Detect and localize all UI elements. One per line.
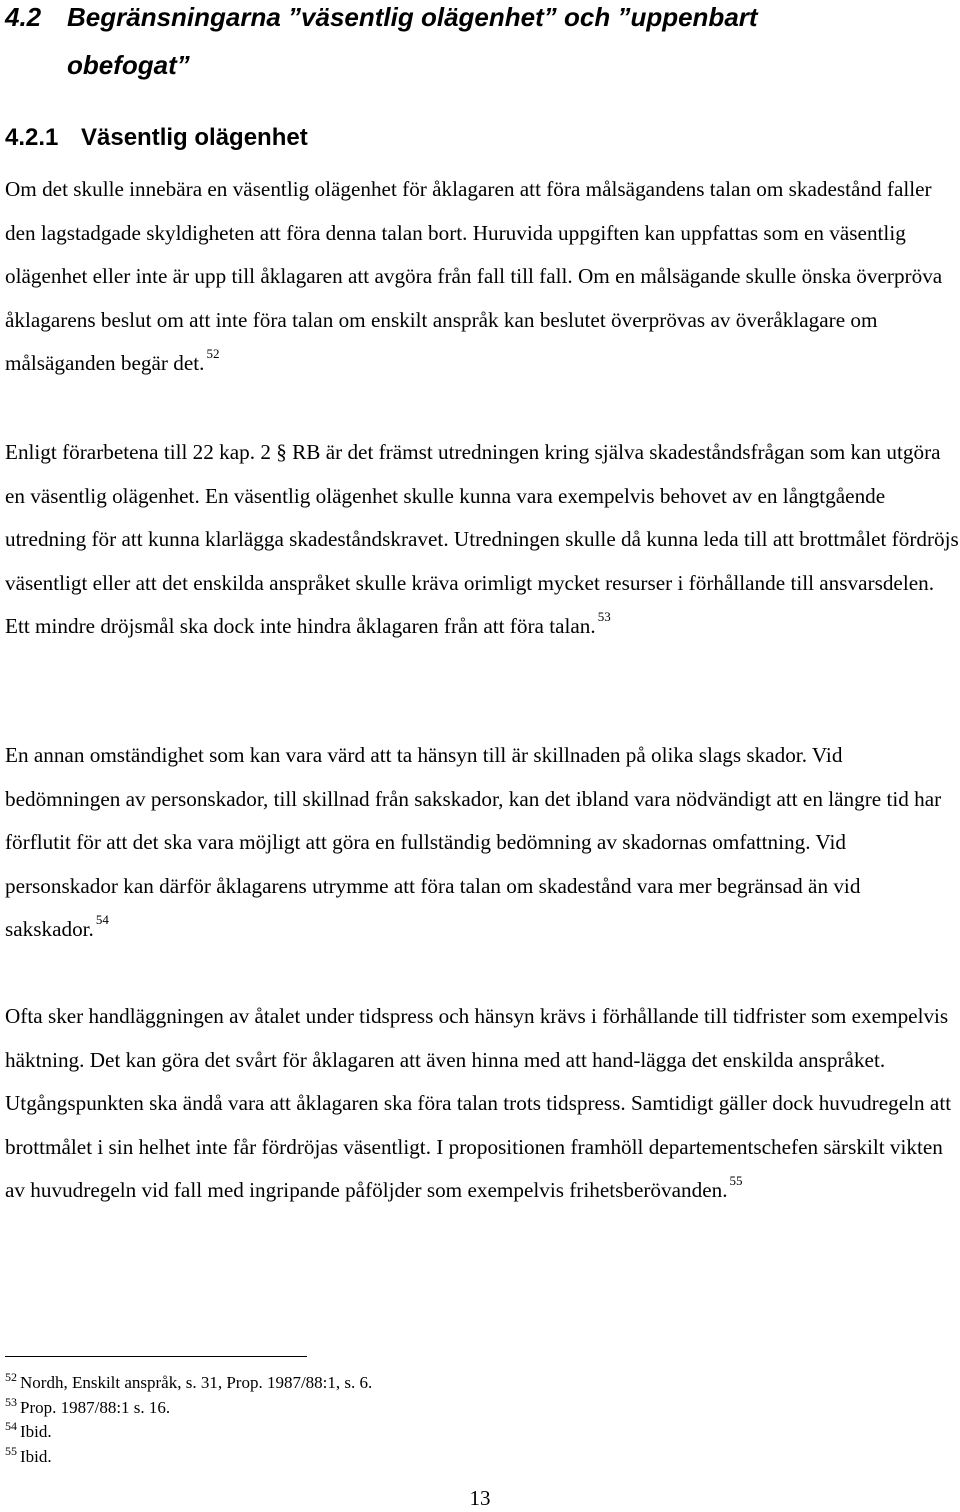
footnote-reference[interactable]: 53: [597, 609, 611, 625]
footnote-text: Ibid.: [20, 1446, 52, 1466]
subsection-title: Väsentlig olägenhet: [81, 124, 308, 151]
paragraph-text: Ofta sker handläggningen av åtalet under tidspress och hänsyn krävs i förhållande till tidfrister som exempelvis häktning. Det kan göra det svårt för åklagaren att även hinna med att hand-lägga det enskilda anspråket. Utgångspunkten ska ändå vara att åklagaren ska föra talan trots tidspress. Samtidigt gäller dock huvudregeln att brottmålet i sin helhet inte får fördröjas väsentligt. I propositionen framhöll departementschefen särskilt vikten av huvudregeln vid fall med ingripande påföljder som exempelvis frihetsberövanden.: [5, 1004, 952, 1203]
subsection-number: 4.2.1: [5, 124, 59, 151]
paragraph-text: En annan omständighet som kan vara värd att ta hänsyn till är skillnaden på olika slags skador. Vid bedömningen av personskador, till skillnad från sakskador, kan det ibland vara nödvändigt att en längre tid har förflutit för att det ska vara möjligt att göra en fullständig bedömning av skadornas omfattning. Vid personskador kan därför åklagarens utrymme att föra talan om skadestånd vara mer begränsad än vid sakskador.: [5, 743, 942, 942]
paragraph-text: Enligt förarbetena till 22 kap. 2 § RB är det främst utredningen kring själva skadeståndsfrågan som kan utgöra en väsentlig olägenhet. En väsentlig olägenhet skulle kunna vara exempelvis behovet av en långtgående utredning för att kunna klarlägga skadeståndskravet. Utredningen skulle då kunna leda till att brottmålet fördröjs väsentligt eller att det enskilda anspråket skulle kräva orimligt mycket resurser i förhållande till ansvarsdelen. Ett mindre dröjsmål ska dock inte hindra åklagaren från att föra talan.: [5, 440, 959, 639]
footnote-number: 54: [5, 1419, 17, 1433]
paragraph-4: [5, 995, 960, 1213]
paragraph-1: [5, 168, 960, 386]
footnote-number: 53: [5, 1394, 17, 1409]
footnote-number: 55: [5, 1443, 17, 1458]
section-title-line1: Begränsningarna ”väsentlig olägenhet” och ”uppenbart: [67, 2, 758, 32]
footnote-item: [5, 1445, 372, 1470]
page-number: 13: [469, 1486, 491, 1510]
section-title-line2: obefogat”: [67, 50, 190, 80]
footnote-text: Ibid.: [20, 1422, 52, 1441]
footnote-item: [5, 1420, 372, 1445]
footnote-reference[interactable]: 52: [206, 346, 220, 362]
footnote-item: [5, 1396, 372, 1421]
paragraph-text: Om det skulle innebära en väsentlig olägenhet för åklagaren att föra målsägandens talan om skadestånd faller den lagstadgade skyldigheten att föra denna talan bort. Huruvida uppgiften kan uppfattas som en väsentlig olägenhet eller inte är upp till åklagaren att avgöra från fall till fall. Om en målsägande skulle önska överpröva åklagarens beslut om att inte föra talan om enskilt anspråk kan beslutet överprövas av överåklagare om målsäganden begär det.: [5, 177, 943, 376]
footnote-list: [5, 1371, 372, 1469]
footnote-separator: [5, 1356, 307, 1357]
paragraph-3: [5, 734, 960, 952]
footnote-item: [5, 1371, 372, 1396]
paragraph-2: [5, 431, 960, 649]
footnote-text: Prop. 1987/88:1 s. 16.: [20, 1397, 171, 1417]
section-heading: [5, 0, 905, 89]
subsection-heading: [5, 114, 308, 162]
footnote-number: 52: [5, 1370, 17, 1384]
footnote-reference[interactable]: 54: [95, 912, 109, 928]
section-number: 4.2: [5, 2, 42, 32]
footnote-reference[interactable]: 55: [729, 1173, 743, 1189]
footnote-text: Nordh, Enskilt anspråk, s. 31, Prop. 1987/88:1, s. 6.: [20, 1373, 373, 1392]
